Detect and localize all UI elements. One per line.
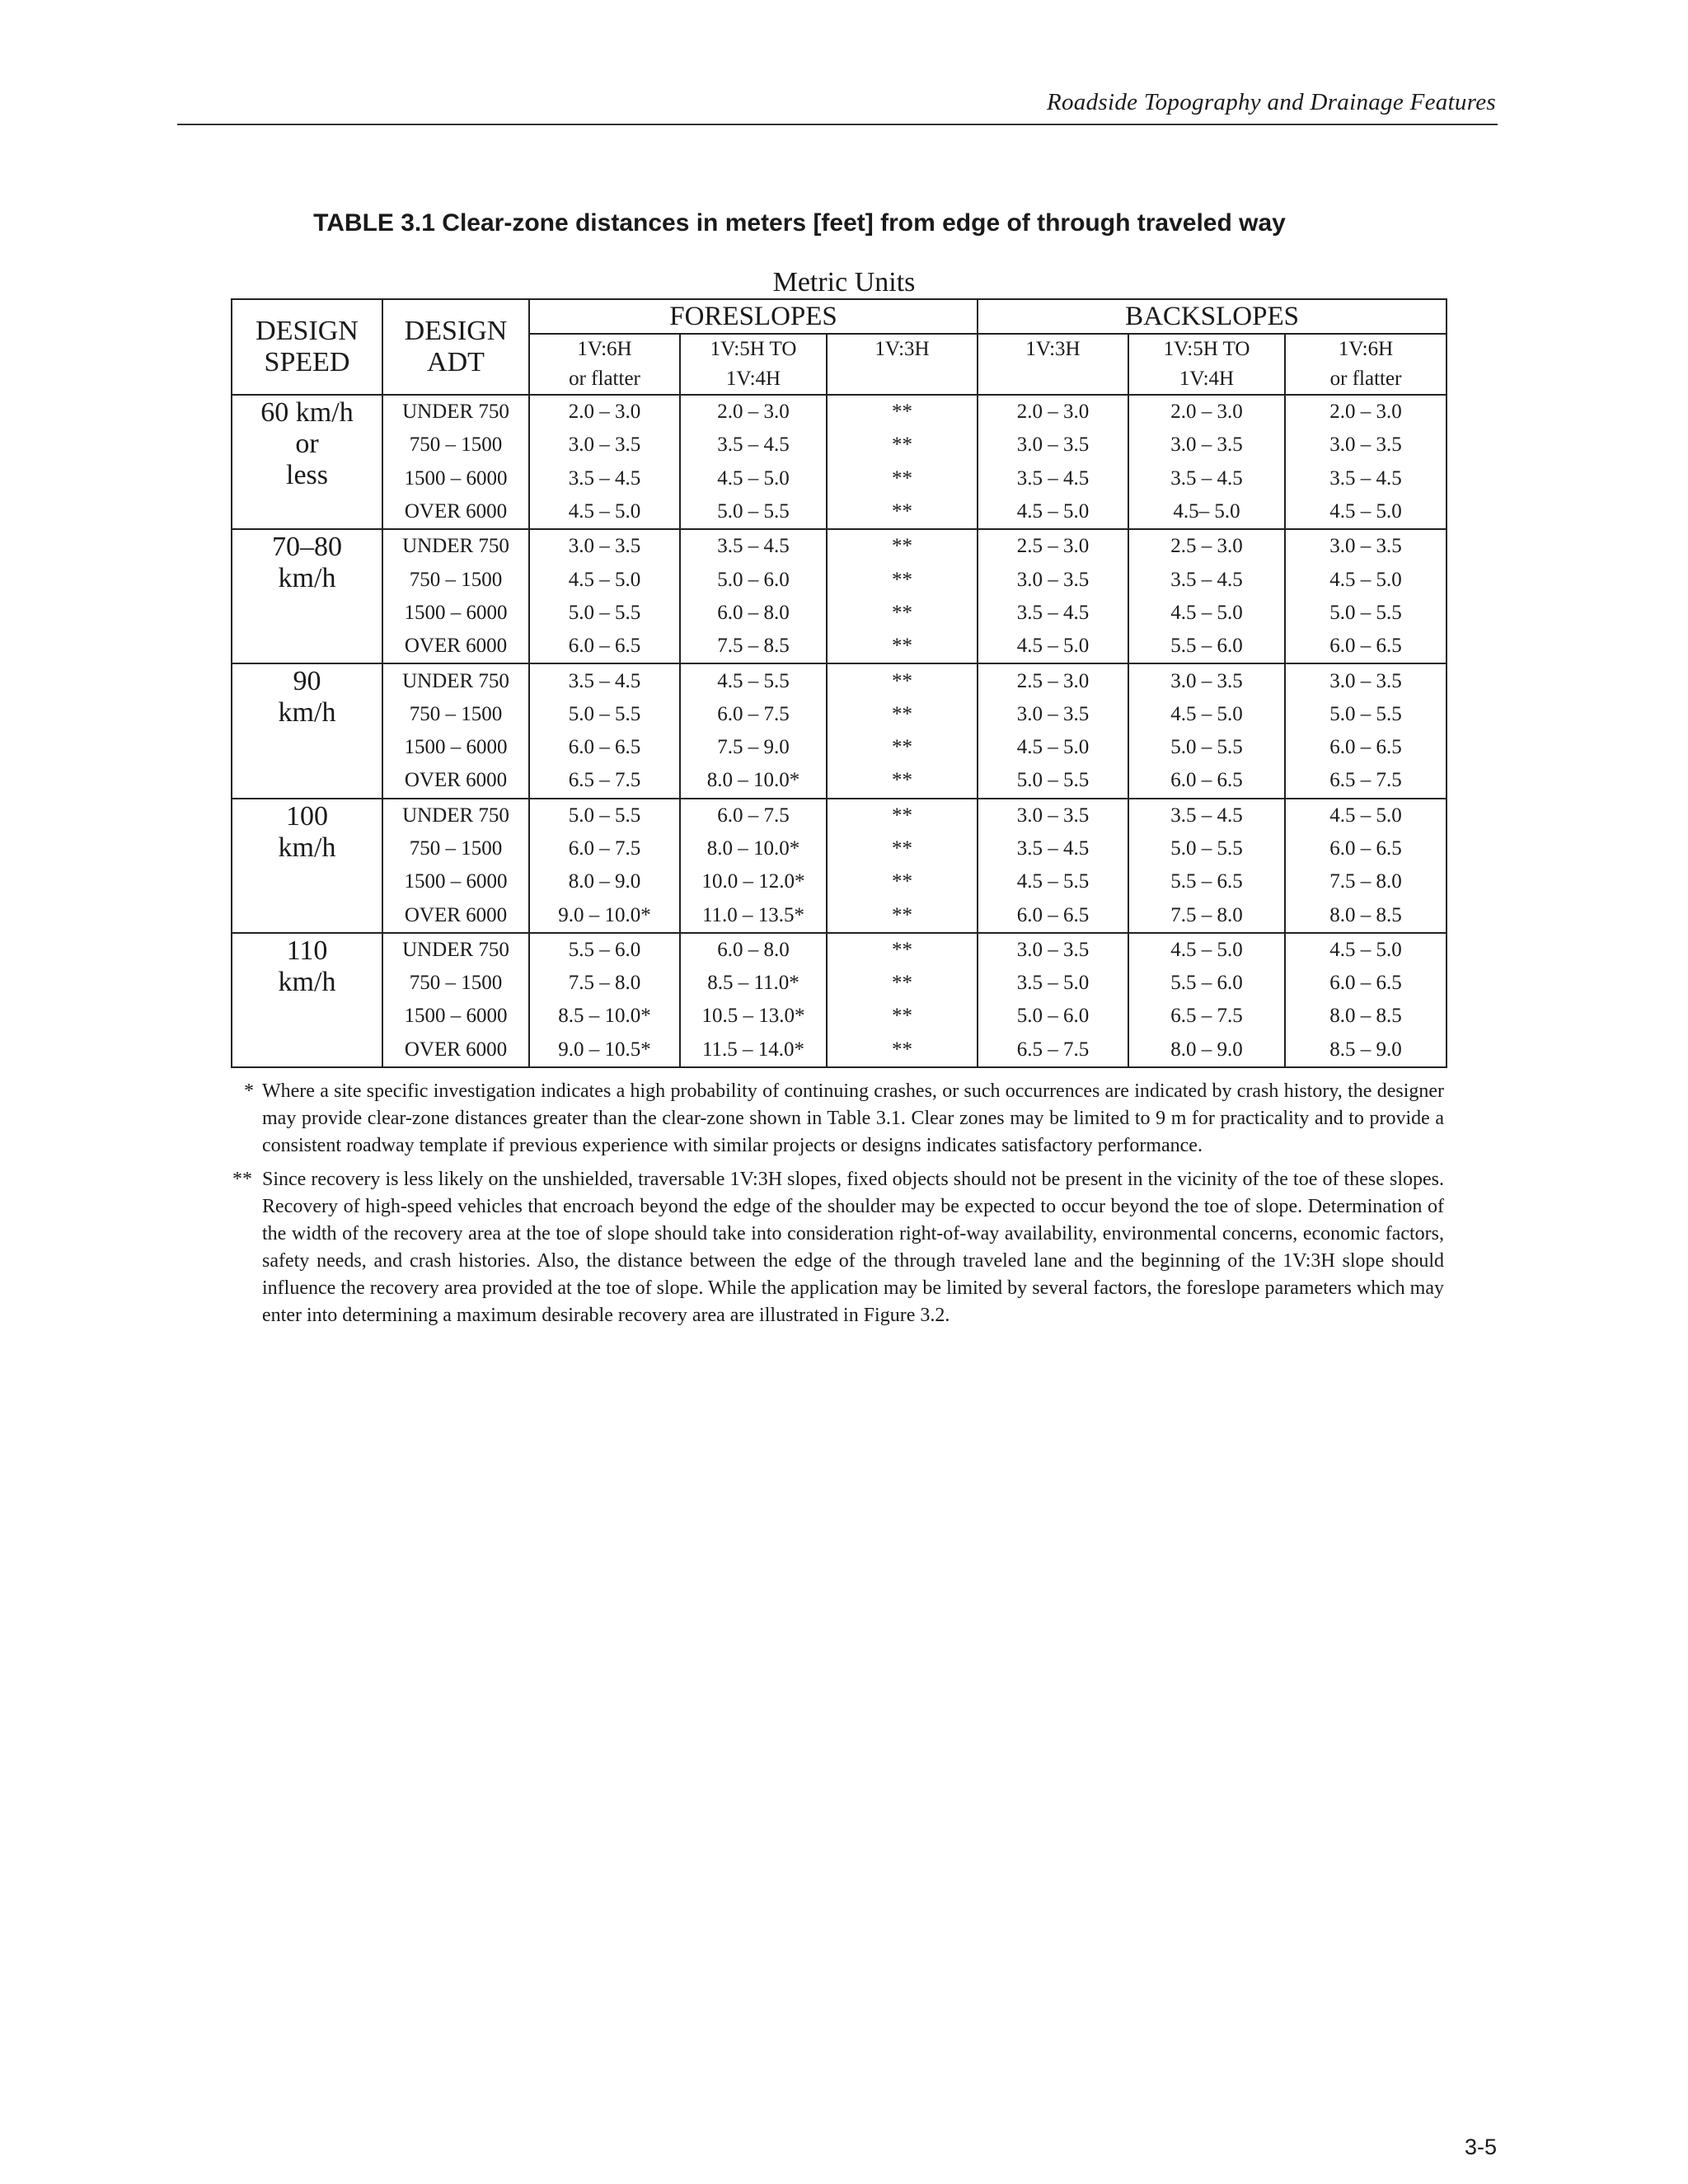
clear-zone-value-cell: 5.0 – 5.5	[529, 597, 680, 630]
adt-cell: UNDER 750	[382, 799, 529, 832]
adt-cell: 750 – 1500	[382, 832, 529, 865]
clear-zone-value-cell: **	[827, 462, 978, 495]
clear-zone-value-cell: 5.0 – 5.5	[1285, 698, 1447, 731]
table-row	[232, 967, 1447, 1000]
clear-zone-value-cell: 11.0 – 13.5*	[680, 898, 827, 932]
clear-zone-value-cell: 5.0 – 5.5	[978, 764, 1128, 798]
table-row	[232, 429, 1447, 462]
clear-zone-value-cell: 3.5 – 4.5	[978, 597, 1128, 630]
clear-zone-value-cell: **	[827, 429, 978, 462]
clear-zone-value-cell: 6.0 – 6.5	[1128, 764, 1285, 798]
clear-zone-value-cell: 3.5 – 4.5	[680, 429, 827, 462]
design-adt-header: DESIGN ADT	[382, 299, 529, 395]
clear-zone-value-cell: 7.5 – 8.0	[1128, 898, 1285, 932]
clear-zone-value-cell: 6.0 – 7.5	[680, 698, 827, 731]
adt-cell: OVER 6000	[382, 1033, 529, 1067]
table-row	[232, 663, 1447, 697]
adt-cell: 1500 – 6000	[382, 462, 529, 495]
clear-zone-value-cell: 2.5 – 3.0	[978, 663, 1128, 697]
table-row	[232, 865, 1447, 898]
clear-zone-value-cell: 3.0 – 3.5	[978, 799, 1128, 832]
table-row	[232, 563, 1447, 596]
clear-zone-value-cell: 8.5 – 10.0*	[529, 1000, 680, 1033]
running-header: Roadside Topography and Drainage Features	[1046, 89, 1496, 115]
clear-zone-value-cell: 7.5 – 9.0	[680, 731, 827, 764]
clear-zone-value-cell: **	[827, 933, 978, 967]
table-body	[232, 395, 1447, 1067]
table-row	[232, 597, 1447, 630]
adt-cell: 750 – 1500	[382, 698, 529, 731]
table-row	[232, 630, 1447, 663]
units-caption: Metric Units	[772, 267, 916, 298]
clear-zone-value-cell: **	[827, 698, 978, 731]
clear-zone-value-cell: 4.5 – 5.0	[1285, 799, 1447, 832]
adt-cell: 750 – 1500	[382, 967, 529, 1000]
clear-zone-value-cell: 8.0 – 8.5	[1285, 1000, 1447, 1033]
adt-cell: OVER 6000	[382, 630, 529, 663]
clear-zone-value-cell: 5.5 – 6.5	[1128, 865, 1285, 898]
clear-zone-value-cell: 5.0 – 5.5	[529, 698, 680, 731]
clear-zone-value-cell: 5.0 – 5.5	[1128, 832, 1285, 865]
clear-zone-value-cell: 10.5 – 13.0*	[680, 1000, 827, 1033]
clear-zone-value-cell: 5.0 – 5.5	[529, 799, 680, 832]
design-speed-cell: 70–80 km/h	[232, 529, 382, 663]
clear-zone-value-cell: 6.0 – 6.5	[978, 898, 1128, 932]
clear-zone-value-cell: 6.5 – 7.5	[1128, 1000, 1285, 1033]
clear-zone-value-cell: 4.5 – 5.0	[978, 731, 1128, 764]
clear-zone-value-cell: 6.0 – 8.0	[680, 597, 827, 630]
clear-zone-value-cell: 4.5– 5.0	[1128, 495, 1285, 529]
clear-zone-value-cell: 7.5 – 8.0	[529, 967, 680, 1000]
clear-zone-value-cell: 3.5 – 4.5	[1128, 799, 1285, 832]
clear-zone-value-cell: 7.5 – 8.0	[1285, 865, 1447, 898]
clear-zone-value-cell: **	[827, 967, 978, 1000]
clear-zone-value-cell: 5.0 – 5.5	[1285, 597, 1447, 630]
page-number: 3-5	[1464, 2135, 1497, 2159]
clear-zone-value-cell: 3.0 – 3.5	[529, 429, 680, 462]
clear-zone-value-cell: 6.0 – 8.0	[680, 933, 827, 967]
clear-zone-value-cell: 8.0 – 10.0*	[680, 764, 827, 798]
adt-cell: 750 – 1500	[382, 563, 529, 596]
clear-zone-value-cell: 6.5 – 7.5	[529, 764, 680, 798]
table-row	[232, 495, 1447, 529]
clear-zone-value-cell: **	[827, 495, 978, 529]
clear-zone-value-cell: 2.0 – 3.0	[1128, 395, 1285, 429]
footnotes	[232, 1078, 1444, 1336]
adt-cell: OVER 6000	[382, 898, 529, 932]
clear-zone-value-cell: 4.5 – 5.0	[978, 630, 1128, 663]
clear-zone-value-cell: 3.0 – 3.5	[1285, 529, 1447, 563]
clear-zone-value-cell: 6.0 – 6.5	[1285, 832, 1447, 865]
clear-zone-value-cell: 4.5 – 5.0	[680, 462, 827, 495]
table-row	[232, 462, 1447, 495]
clear-zone-value-cell: 4.5 – 5.0	[529, 563, 680, 596]
adt-cell: 1500 – 6000	[382, 1000, 529, 1033]
clear-zone-value-cell: 3.5 – 4.5	[680, 529, 827, 563]
clear-zone-value-cell: 6.0 – 6.5	[529, 630, 680, 663]
clear-zone-value-cell: **	[827, 563, 978, 596]
footnote-text: Since recovery is less likely on the unshielded, traversable 1V:3H slopes, fixed objects should not be present in the vicinity of the toe of these slopes. Recovery of high-speed vehicles that encroach beyond the edge of the shoulder may be expected to occur beyond the toe of slope. Determination of the width of the recovery area at the toe of slope should take into consideration right-of-way availability, environmental concerns, economic factors, safety needs, and crash histories. Also, the distance between the edge of the through traveled lane and the beginning of the 1V:3H slope should influence the recovery area provided at the toe of slope. While the application may be limited by several factors, the foreslope parameters which may enter into determining a maximum desirable recovery area are illustrated in Figure 3.2.	[262, 1169, 1444, 1326]
clear-zone-table	[231, 298, 1447, 1068]
clear-zone-value-cell: 3.5 – 4.5	[1285, 462, 1447, 495]
adt-cell: 1500 – 6000	[382, 597, 529, 630]
clear-zone-value-cell: 4.5 – 5.0	[1128, 597, 1285, 630]
clear-zone-value-cell: 9.0 – 10.5*	[529, 1033, 680, 1067]
table-head	[232, 299, 1447, 395]
clear-zone-value-cell: 2.0 – 3.0	[978, 395, 1128, 429]
table-row	[232, 698, 1447, 731]
clear-zone-value-cell: **	[827, 529, 978, 563]
clear-zone-value-cell: 2.5 – 3.0	[1128, 529, 1285, 563]
clear-zone-value-cell: 2.0 – 3.0	[529, 395, 680, 429]
clear-zone-value-cell: 9.0 – 10.0*	[529, 898, 680, 932]
clear-zone-value-cell: 4.5 – 5.0	[529, 495, 680, 529]
clear-zone-value-cell: 5.0 – 5.5	[1128, 731, 1285, 764]
design-speed-cell: 60 km/h or less	[232, 395, 382, 529]
clear-zone-value-cell: 4.5 – 5.0	[1128, 698, 1285, 731]
clear-zone-value-cell: 8.0 – 9.0	[529, 865, 680, 898]
adt-cell: OVER 6000	[382, 764, 529, 798]
clear-zone-value-cell: 8.0 – 8.5	[1285, 898, 1447, 932]
table-row	[232, 529, 1447, 563]
clear-zone-value-cell: 5.0 – 5.5	[680, 495, 827, 529]
design-speed-header: DESIGN SPEED	[232, 299, 382, 395]
clear-zone-value-cell: **	[827, 1000, 978, 1033]
clear-zone-value-cell: 3.0 – 3.5	[529, 529, 680, 563]
footnote-double-asterisk: ** Since recovery is less likely on the unshielded, traversable 1V:3H slopes, fixed objects should not be present in the vicinity of the toe of these slopes. Recovery of high-speed vehicles that encroach beyond the edge of the shoulder may be expected to occur beyond the toe of slope. Determination of the width of the recovery area at the toe of slope should take into consideration right-of-way availability, environmental concerns, economic factors, safety needs, and crash histories. Also, the distance between the edge of the through traveled lane and the beginning of the 1V:3H slope should influence the recovery area provided at the toe of slope. While the application may be limited by several factors, the foreslope parameters which may enter into determining a maximum desirable recovery area are illustrated in Figure 3.2.	[232, 1169, 1444, 1326]
clear-zone-value-cell: 11.5 – 14.0*	[680, 1033, 827, 1067]
clear-zone-value-cell: 6.0 – 7.5	[529, 832, 680, 865]
clear-zone-value-cell: 6.5 – 7.5	[978, 1033, 1128, 1067]
clear-zone-value-cell: 7.5 – 8.5	[680, 630, 827, 663]
adt-cell: UNDER 750	[382, 395, 529, 429]
adt-cell: UNDER 750	[382, 933, 529, 967]
adt-cell: UNDER 750	[382, 529, 529, 563]
clear-zone-value-cell: 3.0 – 3.5	[1285, 663, 1447, 697]
clear-zone-value-cell: 10.0 – 12.0*	[680, 865, 827, 898]
clear-zone-value-cell: 5.5 – 6.0	[529, 933, 680, 967]
clear-zone-value-cell: 3.5 – 4.5	[1128, 563, 1285, 596]
clear-zone-value-cell: 4.5 – 5.5	[680, 663, 827, 697]
clear-zone-value-cell: 6.0 – 6.5	[1285, 630, 1447, 663]
clear-zone-value-cell: **	[827, 731, 978, 764]
clear-zone-value-cell: 4.5 – 5.0	[978, 495, 1128, 529]
clear-zone-value-cell: 6.0 – 6.5	[1285, 967, 1447, 1000]
clear-zone-value-cell: 3.5 – 4.5	[529, 663, 680, 697]
clear-zone-value-cell: 4.5 – 5.5	[978, 865, 1128, 898]
design-speed-cell: 90 km/h	[232, 663, 382, 798]
clear-zone-value-cell: **	[827, 898, 978, 932]
clear-zone-value-cell: 4.5 – 5.0	[1285, 495, 1447, 529]
clear-zone-value-cell: 3.0 – 3.5	[978, 933, 1128, 967]
clear-zone-value-cell: 2.0 – 3.0	[680, 395, 827, 429]
backslopes-header: BACKSLOPES	[978, 299, 1447, 334]
clear-zone-value-cell: 2.5 – 3.0	[978, 529, 1128, 563]
clear-zone-value-cell: 6.5 – 7.5	[1285, 764, 1447, 798]
clear-zone-value-cell: 6.0 – 6.5	[529, 731, 680, 764]
table-row	[232, 1033, 1447, 1067]
clear-zone-value-cell: 3.5 – 4.5	[978, 832, 1128, 865]
table-row	[232, 1000, 1447, 1033]
clear-zone-value-cell: **	[827, 799, 978, 832]
slope-header-row-bottom: or flatter 1V:4H 1V:4H or flatter	[232, 364, 1447, 395]
clear-zone-value-cell: 3.0 – 3.5	[1285, 429, 1447, 462]
clear-zone-value-cell: 4.5 – 5.0	[1128, 933, 1285, 967]
clear-zone-value-cell: 3.5 – 4.5	[978, 462, 1128, 495]
clear-zone-value-cell: 8.0 – 9.0	[1128, 1033, 1285, 1067]
clear-zone-value-cell: 5.5 – 6.0	[1128, 630, 1285, 663]
table-row	[232, 898, 1447, 932]
adt-cell: 1500 – 6000	[382, 865, 529, 898]
slope-header-row-top: 1V:6H 1V:5H TO 1V:3H 1V:3H 1V:5H TO 1V:6H	[232, 334, 1447, 364]
clear-zone-value-cell: 8.5 – 11.0*	[680, 967, 827, 1000]
table-title: TABLE 3.1 Clear-zone distances in meters [feet] from edge of through traveled way	[313, 209, 1286, 237]
clear-zone-value-cell: 3.0 – 3.5	[978, 429, 1128, 462]
foreslopes-header: FORESLOPES	[529, 299, 978, 334]
clear-zone-value-cell: 8.5 – 9.0	[1285, 1033, 1447, 1067]
adt-cell: UNDER 750	[382, 663, 529, 697]
clear-zone-value-cell: 6.0 – 7.5	[680, 799, 827, 832]
adt-cell: 750 – 1500	[382, 429, 529, 462]
design-speed-cell: 110 km/h	[232, 933, 382, 1067]
adt-cell: 1500 – 6000	[382, 731, 529, 764]
clear-zone-value-cell: 4.5 – 5.0	[1285, 563, 1447, 596]
table-row	[232, 764, 1447, 798]
design-speed-cell: 100 km/h	[232, 799, 382, 933]
clear-zone-value-cell: 5.0 – 6.0	[978, 1000, 1128, 1033]
clear-zone-value-cell: 6.0 – 6.5	[1285, 731, 1447, 764]
table-row	[232, 933, 1447, 967]
clear-zone-value-cell: **	[827, 663, 978, 697]
clear-zone-value-cell: 5.0 – 6.0	[680, 563, 827, 596]
clear-zone-value-cell: **	[827, 630, 978, 663]
clear-zone-value-cell: **	[827, 395, 978, 429]
clear-zone-value-cell: 3.5 – 5.0	[978, 967, 1128, 1000]
clear-zone-value-cell: 3.5 – 4.5	[529, 462, 680, 495]
table-row	[232, 395, 1447, 429]
adt-cell: OVER 6000	[382, 495, 529, 529]
clear-zone-value-cell: 8.0 – 10.0*	[680, 832, 827, 865]
footnote-text: Where a site specific investigation indicates a high probability of continuing crashes, or such occurrences are indicated by crash history, the designer may provide clear-zone distances greater than the clear-zone shown in Table 3.1. Clear zones may be limited to 9 m for practicality and to provide a consistent roadway template if previous experience with similar projects or designs indicates satisfactory performance.	[262, 1080, 1444, 1156]
clear-zone-value-cell: 3.0 – 3.5	[978, 698, 1128, 731]
table-row	[232, 799, 1447, 832]
clear-zone-value-cell: **	[827, 764, 978, 798]
footnote-single-asterisk: * Where a site specific investigation indicates a high probability of continuing crashes, or such occurrences are indicated by crash history, the designer may provide clear-zone distances greater than the clear-zone shown in Table 3.1. Clear zones may be limited to 9 m for practicality and to provide a consistent roadway template if previous experience with similar projects or designs indicates satisfactory performance.	[244, 1080, 1444, 1156]
clear-zone-value-cell: 4.5 – 5.0	[1285, 933, 1447, 967]
table-row	[232, 832, 1447, 865]
clear-zone-value-cell: 3.0 – 3.5	[1128, 663, 1285, 697]
header-rule	[177, 124, 1498, 125]
clear-zone-value-cell: **	[827, 865, 978, 898]
clear-zone-value-cell: **	[827, 832, 978, 865]
clear-zone-value-cell: 3.0 – 3.5	[978, 563, 1128, 596]
clear-zone-value-cell: **	[827, 1033, 978, 1067]
clear-zone-value-cell: 2.0 – 3.0	[1285, 395, 1447, 429]
clear-zone-value-cell: **	[827, 597, 978, 630]
clear-zone-value-cell: 3.0 – 3.5	[1128, 429, 1285, 462]
clear-zone-value-cell: 5.5 – 6.0	[1128, 967, 1285, 1000]
table-row	[232, 731, 1447, 764]
clear-zone-value-cell: 3.5 – 4.5	[1128, 462, 1285, 495]
